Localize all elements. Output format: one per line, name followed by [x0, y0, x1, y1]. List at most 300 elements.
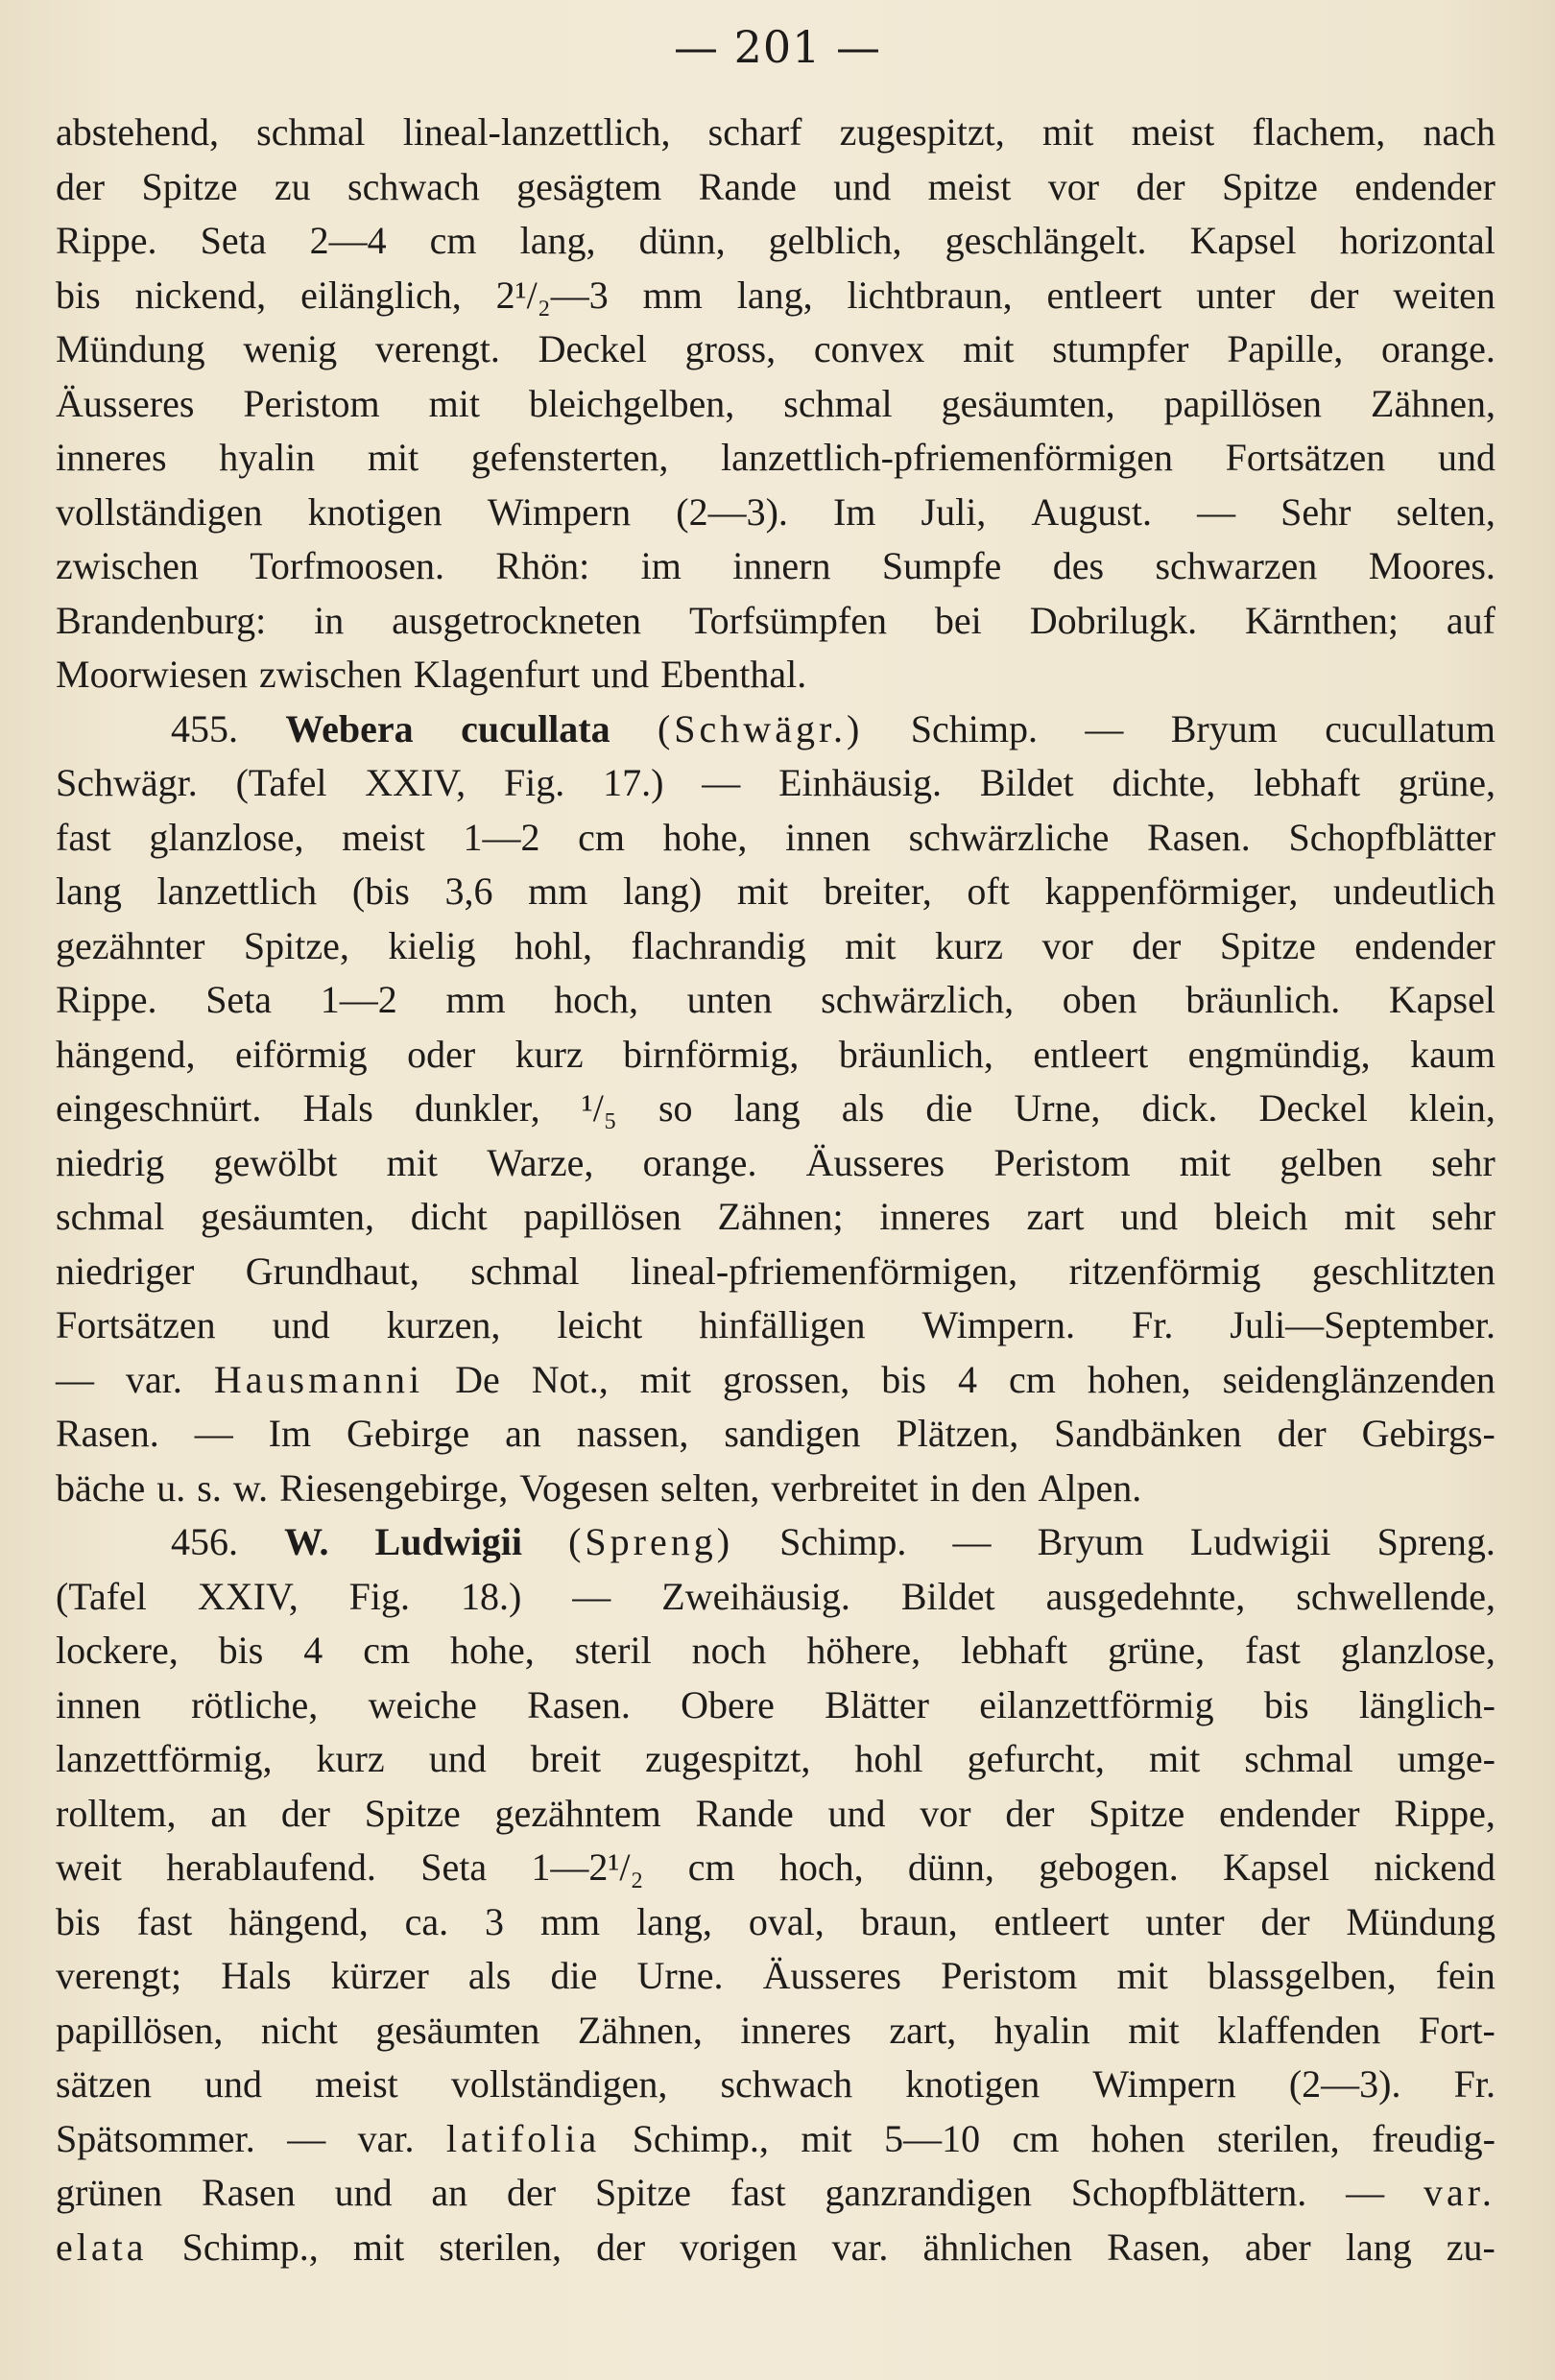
- word: Äusseres: [805, 1140, 945, 1184]
- word: schmal: [470, 1249, 580, 1293]
- word: meist: [1131, 110, 1215, 154]
- word: Spitze: [364, 1791, 461, 1835]
- word: August.: [1031, 489, 1152, 534]
- word: Schimp.: [910, 706, 1038, 750]
- word: mit: [1148, 1737, 1201, 1780]
- word: XXIV,: [197, 1574, 299, 1618]
- word: dichte,: [1112, 761, 1216, 804]
- word: grünen: [56, 2171, 163, 2214]
- word: und: [1120, 1195, 1179, 1238]
- text-line: [56, 2112, 1495, 2167]
- word: flachrandig: [631, 923, 806, 967]
- word: kurzen,: [386, 1303, 501, 1346]
- word: zwischen: [258, 653, 402, 696]
- word: dunkler,: [415, 1086, 540, 1130]
- word: horizontal: [1339, 219, 1495, 262]
- text-line: [56, 2004, 1495, 2059]
- word: und: [272, 1303, 330, 1346]
- text-line: [56, 811, 1495, 866]
- word: fast: [136, 1899, 193, 1943]
- word: gelblich,: [768, 219, 902, 262]
- word: und: [591, 653, 650, 696]
- word: endender: [1354, 923, 1495, 967]
- word: an: [431, 2171, 468, 2214]
- word: cm: [1012, 2116, 1060, 2160]
- word: sätzen: [56, 2062, 152, 2106]
- word: oben: [1062, 978, 1137, 1021]
- word: hyalin: [993, 2008, 1090, 2052]
- word: —: [1197, 489, 1236, 534]
- word: Klagenfurt: [413, 653, 581, 696]
- word: gezähntem: [494, 1791, 661, 1835]
- word: gefensterten,: [470, 436, 669, 479]
- word: Deckel: [1258, 1086, 1368, 1130]
- word: fast: [56, 815, 111, 859]
- word: Alpen.: [1038, 1465, 1142, 1510]
- word: grüne,: [1398, 761, 1495, 804]
- word: Seta: [420, 1845, 488, 1889]
- word: (Schwägr.): [657, 706, 864, 750]
- text-line: [56, 648, 1495, 702]
- word: nickend,: [134, 273, 267, 317]
- word: mit: [352, 2225, 405, 2269]
- word: var.: [1423, 2171, 1495, 2214]
- word: Kapsel: [1223, 1845, 1330, 1889]
- word: Kapsel: [1189, 219, 1297, 262]
- word: Warze,: [487, 1140, 594, 1184]
- word: und: [833, 164, 892, 208]
- word: kürzer: [330, 1954, 429, 1997]
- word: Torfmoosen.: [250, 544, 444, 587]
- word: Rasen.: [1147, 815, 1251, 859]
- word: Rasen: [201, 2171, 296, 2214]
- word: gebogen.: [1039, 1845, 1179, 1889]
- text-line: [56, 1028, 1495, 1083]
- word: sehr: [1431, 1195, 1495, 1238]
- word: schmal: [783, 381, 893, 425]
- word: hohen: [1090, 2116, 1185, 2160]
- word: Spitze: [1219, 923, 1316, 967]
- word: Dobrilugk.: [1029, 598, 1198, 642]
- word: fein: [1435, 1954, 1495, 1997]
- text-line: [56, 1949, 1495, 2004]
- word: Spätsommer.: [56, 2116, 255, 2160]
- word: bei: [934, 598, 982, 642]
- word: an: [505, 1412, 541, 1455]
- word: hoch,: [778, 1845, 864, 1889]
- word: der: [1136, 164, 1185, 208]
- word: breiter,: [823, 869, 932, 913]
- word: hängend,: [56, 1032, 196, 1076]
- word: Schopfblättern.: [1070, 2171, 1307, 2214]
- word: steril: [574, 1629, 652, 1672]
- word: die: [550, 1954, 598, 1997]
- word: zugespitzt,: [839, 110, 1005, 154]
- word: der: [507, 2171, 557, 2214]
- word: und: [1437, 436, 1495, 479]
- word: bis: [1263, 1682, 1309, 1726]
- word: Wimpern: [487, 489, 632, 534]
- word: zart: [1026, 1195, 1085, 1238]
- word: —: [56, 1357, 94, 1401]
- word: der: [596, 2225, 646, 2269]
- word: Grundhaut,: [245, 1249, 419, 1293]
- text-line: [56, 973, 1495, 1028]
- word: Hausmanni: [213, 1357, 424, 1401]
- word: 1—2: [320, 978, 397, 1021]
- word: papillösen,: [56, 2008, 224, 2052]
- word: w.: [232, 1465, 269, 1510]
- word: vorigen: [680, 2225, 798, 2269]
- word: Mündung: [1346, 1899, 1495, 1943]
- word: lebhaft: [961, 1629, 1068, 1672]
- text-line: [56, 1353, 1495, 1408]
- word: 455.: [171, 706, 238, 750]
- word: niedrig: [56, 1140, 165, 1184]
- word: lichtbraun,: [847, 273, 1013, 317]
- word: W.: [284, 1520, 329, 1563]
- word: zu-: [1446, 2225, 1495, 2269]
- word: Hals: [302, 1086, 373, 1130]
- word: innen: [785, 815, 871, 859]
- word: bis: [56, 1899, 101, 1943]
- word: gezähnter: [56, 923, 205, 967]
- word: weit: [56, 1845, 122, 1889]
- word: breit: [530, 1737, 602, 1780]
- word: lebhaft: [1254, 761, 1361, 804]
- word: der: [1277, 1412, 1327, 1455]
- word: Peristom: [993, 1140, 1131, 1184]
- word: Urne.: [636, 1954, 724, 1997]
- word: schmal: [1244, 1737, 1353, 1780]
- word: Fortsätzen: [56, 1303, 216, 1346]
- text-line: [56, 756, 1495, 811]
- word: Schimp.: [779, 1520, 907, 1563]
- word: höhere,: [806, 1629, 921, 1672]
- word: Bryum: [1170, 706, 1278, 750]
- word: 1—2: [463, 815, 540, 859]
- word: nassen,: [576, 1412, 689, 1455]
- page-number: — 201 —: [673, 21, 882, 73]
- word: XXIV,: [365, 761, 466, 804]
- word: Riesengebirge,: [279, 1465, 509, 1510]
- word: hoch,: [554, 978, 638, 1021]
- word: gesäumten,: [941, 381, 1115, 425]
- word: meist: [342, 815, 425, 859]
- word: hinfälligen: [699, 1303, 866, 1346]
- word: der: [1260, 1899, 1310, 1943]
- word: nach: [1423, 110, 1495, 154]
- word: 2—4: [309, 219, 387, 262]
- word: aber: [1244, 2225, 1311, 2269]
- word: mit: [1179, 1140, 1232, 1184]
- word: unter: [1145, 1899, 1225, 1943]
- word: 2¹/₂—3: [495, 273, 609, 317]
- word: unter: [1196, 273, 1276, 317]
- text-line: [56, 594, 1495, 649]
- word: glanzlose,: [149, 815, 304, 859]
- word: fast: [730, 2171, 786, 2214]
- word: knotigen: [905, 2062, 1041, 2106]
- word: mit: [639, 1357, 692, 1401]
- word: freudig-: [1372, 2116, 1495, 2160]
- word: dicht: [410, 1195, 488, 1238]
- word: Wimpern.: [921, 1303, 1075, 1346]
- word: grüne,: [1108, 1629, 1206, 1672]
- text-line: [56, 214, 1495, 269]
- text-line: [56, 1841, 1495, 1895]
- word: verengt.: [374, 327, 500, 370]
- word: —: [287, 2116, 326, 2160]
- word: schwärzlich,: [821, 978, 1015, 1021]
- word: Spreng.: [1376, 1520, 1495, 1563]
- word: scharf: [707, 110, 802, 154]
- word: Äusseres: [56, 381, 195, 425]
- word: 3,6: [444, 869, 493, 913]
- word: Deckel: [538, 327, 647, 370]
- word: Vogesen: [519, 1465, 650, 1510]
- word: lockere,: [56, 1629, 179, 1672]
- word: Spitze,: [243, 923, 349, 967]
- word: hohen,: [1087, 1357, 1191, 1401]
- word: kielig: [388, 923, 476, 967]
- word: Fr.: [1453, 2062, 1495, 2106]
- word: leicht: [557, 1303, 643, 1346]
- word: Gebirge: [347, 1412, 470, 1455]
- word: elata: [56, 2225, 148, 2269]
- word: niedriger: [56, 1249, 195, 1293]
- word: vollständigen,: [450, 2062, 668, 2106]
- word: eilanzettförmig: [979, 1682, 1214, 1726]
- word: u.: [156, 1465, 186, 1510]
- word: birnförmig,: [623, 1032, 800, 1076]
- word: schwach: [720, 2062, 853, 2106]
- word: ausgetrockneten: [392, 598, 642, 642]
- word: entleert: [993, 1899, 1110, 1943]
- word: inneres: [740, 2008, 851, 2052]
- word: lanzettlich: [156, 869, 318, 913]
- word: zart,: [889, 2008, 957, 2052]
- word: in: [929, 1465, 960, 1510]
- word: bräunlich.: [1185, 978, 1341, 1021]
- word: Blätter: [825, 1682, 929, 1726]
- word: mit: [428, 381, 480, 425]
- word: papillösen: [1163, 381, 1323, 425]
- word: lang,: [736, 273, 813, 317]
- word: kappenförmiger,: [1044, 869, 1299, 913]
- word: Wimpern: [1092, 2062, 1236, 2106]
- text-line: [56, 1515, 1495, 1570]
- word: (Spreng): [568, 1520, 734, 1563]
- text-line: [56, 539, 1495, 594]
- word: Äusseres: [762, 1954, 901, 1997]
- word: lineal-pfriemenförmigen,: [630, 1249, 1018, 1293]
- word: Einhäusig.: [778, 761, 943, 804]
- word: als: [841, 1086, 885, 1130]
- word: gesäumten,: [201, 1195, 375, 1238]
- word: kurz: [514, 1032, 584, 1076]
- word: auf: [1446, 598, 1495, 642]
- word: weiten: [1393, 273, 1495, 317]
- word: latifolia: [445, 2116, 601, 2160]
- word: (bis: [351, 869, 410, 913]
- word: im: [640, 544, 682, 587]
- word: schmal: [256, 110, 366, 154]
- word: mit: [963, 327, 1015, 370]
- word: lang,: [636, 1899, 712, 1943]
- word: vor: [1041, 923, 1093, 967]
- text-line: [56, 269, 1495, 323]
- word: Sandbänken: [1054, 1412, 1242, 1455]
- word: geschlitzten: [1311, 1249, 1495, 1293]
- word: lang: [56, 869, 122, 913]
- word: —: [1085, 706, 1124, 750]
- word: sehr: [1431, 1140, 1495, 1184]
- word: dünn,: [907, 1845, 994, 1889]
- word: Sehr: [1280, 489, 1352, 534]
- word: schwach: [347, 164, 480, 208]
- word: flachem,: [1252, 110, 1386, 154]
- word: Sumpfe: [881, 544, 1002, 587]
- word: umge-: [1397, 1737, 1495, 1780]
- word: länglich-: [1358, 1682, 1495, 1726]
- word: glanzlose,: [1340, 1629, 1495, 1672]
- word: gesäumten: [375, 2008, 540, 2052]
- text-line: [56, 2221, 1495, 2275]
- word: bis: [218, 1629, 264, 1672]
- word: Zähnen,: [577, 2008, 703, 2052]
- word: 4: [957, 1357, 977, 1401]
- word: Torfsümpfen: [688, 598, 887, 642]
- word: mm: [528, 869, 588, 913]
- text-line: [56, 1895, 1495, 1950]
- word: seidenglänzenden: [1222, 1357, 1495, 1401]
- word: Spitze: [141, 164, 238, 208]
- word: —: [194, 1412, 233, 1455]
- word: und: [334, 2171, 393, 2214]
- text-line: [56, 1082, 1495, 1136]
- word: zu: [274, 164, 311, 208]
- word: ritzenförmig: [1068, 1249, 1261, 1293]
- word: orange.: [1381, 327, 1495, 370]
- word: Ludwigii: [1189, 1520, 1331, 1563]
- word: Bildet: [900, 1574, 995, 1618]
- word: ¹/₅: [581, 1086, 617, 1130]
- word: des: [1052, 544, 1105, 587]
- word: cm: [1008, 1357, 1056, 1401]
- word: und: [204, 2062, 263, 2106]
- word: bräunlich,: [838, 1032, 993, 1076]
- word: weiche: [368, 1682, 477, 1726]
- word: cucullata: [461, 706, 610, 750]
- word: —: [572, 1574, 611, 1618]
- word: Moorwiesen: [56, 653, 248, 696]
- word: selten,: [660, 1465, 760, 1510]
- text-line: [56, 1136, 1495, 1191]
- word: innern: [732, 544, 831, 587]
- word: Bryum: [1037, 1520, 1144, 1563]
- word: knotigen: [307, 489, 443, 534]
- word: De: [455, 1357, 500, 1401]
- text-line: [56, 1245, 1495, 1299]
- word: gesägtem: [516, 164, 662, 208]
- word: —: [1346, 2171, 1385, 2214]
- text-line: [56, 106, 1495, 160]
- word: ca.: [404, 1899, 449, 1943]
- word: Schimp.,: [632, 2116, 769, 2160]
- word: an: [210, 1791, 248, 1835]
- word: lang): [623, 869, 703, 913]
- word: der: [1309, 273, 1359, 317]
- word: oval,: [748, 1899, 825, 1943]
- word: kurz: [934, 923, 1004, 967]
- word: gelben: [1280, 1140, 1382, 1184]
- word: verbreitet: [771, 1465, 919, 1510]
- word: Mündung: [56, 327, 205, 370]
- word: hängend,: [228, 1899, 369, 1943]
- word: lang: [1345, 2225, 1412, 2269]
- word: mit: [1128, 2008, 1180, 2052]
- word: inneres: [56, 436, 167, 479]
- word: Seta: [200, 219, 267, 262]
- word: meist: [927, 164, 1012, 208]
- word: endender: [1219, 1791, 1360, 1835]
- word: bleich: [1213, 1195, 1308, 1238]
- text-line: [56, 2058, 1495, 2112]
- word: mit: [1116, 1954, 1168, 1997]
- word: 17.): [603, 761, 664, 804]
- word: stumpfer: [1052, 327, 1189, 370]
- word: endender: [1354, 164, 1495, 208]
- word: eingeschnürt.: [56, 1086, 262, 1130]
- word: den: [970, 1465, 1027, 1510]
- word: var.: [831, 2225, 889, 2269]
- word: der: [1005, 1791, 1055, 1835]
- word: so: [658, 1086, 693, 1130]
- word: nickend: [1374, 1845, 1495, 1889]
- word: Juli,: [921, 489, 987, 534]
- text-line: [56, 2166, 1495, 2221]
- word: Ludwigii: [374, 1520, 522, 1563]
- word: 1—2¹/₂: [531, 1845, 644, 1889]
- word: lang: [733, 1086, 801, 1130]
- word: 456.: [171, 1520, 238, 1563]
- word: Fig.: [503, 761, 565, 804]
- word: Brandenburg:: [56, 598, 267, 642]
- word: Papille,: [1227, 327, 1344, 370]
- word: meist: [315, 2062, 398, 2106]
- word: mm: [642, 273, 703, 317]
- word: fast: [1245, 1629, 1301, 1672]
- word: zugespitzt,: [645, 1737, 811, 1780]
- word: var.: [357, 2116, 415, 2160]
- word: Spitze: [1221, 164, 1318, 208]
- word: und: [428, 1737, 487, 1780]
- word: nicht: [260, 2008, 338, 2052]
- word: lineal-lanzettlich,: [402, 110, 671, 154]
- word: undeutlich: [1333, 869, 1495, 913]
- word: sterilen,: [439, 2225, 562, 2269]
- word: zwischen: [56, 544, 199, 587]
- text-line: [56, 1624, 1495, 1678]
- word: bis: [56, 273, 101, 317]
- word: (Tafel: [235, 761, 327, 804]
- text-line: [56, 486, 1495, 540]
- word: lang,: [519, 219, 596, 262]
- word: Bildet: [979, 761, 1074, 804]
- word: Rhön:: [495, 544, 590, 587]
- word: Rippe,: [1394, 1791, 1495, 1835]
